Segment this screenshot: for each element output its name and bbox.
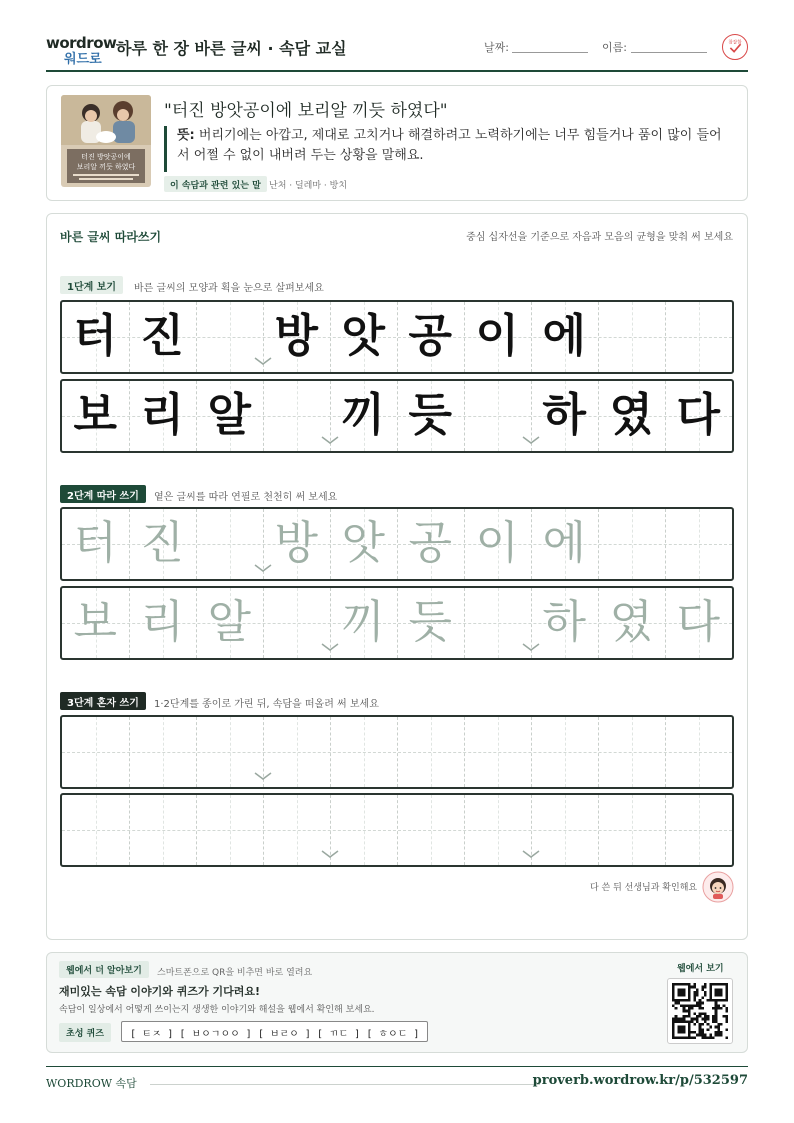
cell-divider	[665, 302, 666, 372]
guide-vertical-line	[632, 795, 633, 865]
page-footer	[46, 1066, 748, 1090]
step3-description: 1·2단계를 종이로 가린 뒤, 속담을 떠올려 써 보세요	[154, 699, 379, 710]
model-glyph: 진	[140, 309, 185, 362]
trace-glyph: 에	[542, 516, 587, 569]
guide-vertical-line	[699, 509, 700, 579]
model-glyph: 터	[73, 309, 118, 362]
cell-divider	[263, 381, 264, 451]
trace-glyph: 알	[207, 595, 252, 648]
cell-divider	[598, 795, 599, 865]
cell-divider	[196, 302, 197, 372]
cell-divider	[263, 588, 264, 658]
model-row-1	[60, 300, 734, 374]
guide-vertical-line	[230, 795, 231, 865]
date-label: 날짜:	[484, 41, 509, 54]
footer-url-link[interactable]: proverb.wordrow.kr/p/532597	[532, 1073, 748, 1088]
guide-vertical-line	[632, 302, 633, 372]
guide-vertical-line	[565, 717, 566, 787]
guide-vertical-line	[431, 795, 432, 865]
step3-badge: 3단계 혼자 쓰기	[60, 692, 146, 710]
free-write-row-2[interactable]	[60, 793, 734, 867]
cell-divider	[464, 717, 465, 787]
logo-wordmark: wordrow	[46, 34, 117, 52]
svg-text:터진 방앗공이에: 터진 방앗공이에	[81, 153, 131, 161]
guide-vertical-line	[297, 588, 298, 658]
cell-divider	[464, 795, 465, 865]
cell-divider	[598, 717, 599, 787]
cell-divider	[330, 717, 331, 787]
practice-hint: 중심 십자선을 기준으로 자음과 모음의 균형을 맞춰 써 보세요	[466, 232, 733, 243]
model-glyph: 에	[542, 309, 587, 362]
guide-vertical-line	[699, 795, 700, 865]
footer-divider	[150, 1084, 540, 1085]
logo-korean: 워드로	[64, 52, 102, 67]
guide-vertical-line	[230, 302, 231, 372]
page-title: 하루 한 장 바른 글씨 · 속담 교실	[116, 39, 347, 58]
guide-vertical-line	[498, 588, 499, 658]
model-glyph: 앗	[341, 309, 386, 362]
space-marker-icon	[521, 435, 541, 445]
guide-vertical-line	[699, 302, 700, 372]
cell-divider	[129, 717, 130, 787]
trace-glyph: 공	[408, 516, 453, 569]
name-label: 이름:	[602, 41, 627, 54]
guide-vertical-line	[498, 381, 499, 451]
guide-vertical-line	[96, 717, 97, 787]
trace-glyph: 앗	[341, 516, 386, 569]
model-glyph: 리	[140, 388, 185, 441]
step1-description: 바른 글씨의 모양과 획을 눈으로 살펴보세요	[134, 283, 324, 294]
name-field[interactable]	[631, 52, 707, 53]
trace-glyph: 끼	[341, 595, 386, 648]
cell-divider	[464, 381, 465, 451]
trace-glyph: 보	[73, 595, 118, 648]
trace-glyph: 였	[609, 595, 654, 648]
space-marker-icon	[521, 849, 541, 859]
practice-title: 바른 글씨 따라쓰기	[60, 230, 162, 244]
space-marker-icon	[521, 642, 541, 652]
space-marker-icon	[253, 771, 273, 781]
guide-vertical-line	[632, 717, 633, 787]
meaning-block	[164, 126, 729, 172]
web-badge: 웹에서 더 알아보기	[59, 961, 149, 978]
step1-badge: 1단계 보기	[60, 276, 123, 294]
stamp-text: 참잘함	[728, 40, 742, 46]
model-glyph: 듯	[408, 388, 453, 441]
guide-vertical-line	[230, 509, 231, 579]
guide-vertical-line	[163, 795, 164, 865]
guide-vertical-line	[364, 795, 365, 865]
space-marker-icon	[320, 642, 340, 652]
model-glyph: 이	[475, 309, 520, 362]
model-glyph: 공	[408, 309, 453, 362]
trace-glyph: 진	[140, 516, 185, 569]
web-badge-description: 스마트폰으로 QR을 비추면 바로 열려요	[157, 968, 313, 978]
cell-divider	[196, 717, 197, 787]
date-field[interactable]	[512, 52, 588, 53]
guide-vertical-line	[96, 795, 97, 865]
model-glyph: 방	[274, 309, 319, 362]
guide-vertical-line	[230, 717, 231, 787]
qr-label: 웹에서 보기	[677, 964, 724, 974]
web-promo-box	[46, 952, 748, 1053]
guide-vertical-line	[297, 381, 298, 451]
proverb-card	[46, 85, 748, 201]
trace-glyph: 방	[274, 516, 319, 569]
space-marker-icon	[253, 356, 273, 366]
step2-badge: 2단계 따라 쓰기	[60, 485, 146, 503]
model-glyph: 하	[542, 388, 587, 441]
cell-divider	[196, 795, 197, 865]
trace-glyph: 다	[676, 595, 721, 648]
guide-vertical-line	[632, 509, 633, 579]
model-glyph: 끼	[341, 388, 386, 441]
cell-divider	[129, 795, 130, 865]
praise-stamp-icon	[722, 34, 748, 60]
space-marker-icon	[253, 563, 273, 573]
meaning-label: 뜻:	[177, 128, 195, 143]
qr-code-icon[interactable]	[667, 978, 733, 1044]
quiz-label: 초성 퀴즈	[59, 1023, 111, 1042]
guide-vertical-line	[431, 717, 432, 787]
cell-divider	[196, 509, 197, 579]
book-cover-illustration	[61, 95, 151, 187]
trace-glyph: 터	[73, 516, 118, 569]
guide-vertical-line	[163, 717, 164, 787]
guide-vertical-line	[297, 717, 298, 787]
model-glyph: 였	[609, 388, 654, 441]
cell-divider	[397, 717, 398, 787]
space-marker-icon	[320, 849, 340, 859]
wordrow-logo[interactable]	[46, 34, 117, 67]
guide-vertical-line	[498, 795, 499, 865]
cell-divider	[397, 795, 398, 865]
model-glyph: 다	[676, 388, 721, 441]
space-marker-icon	[320, 435, 340, 445]
proverb-text: "터진 방앗공이에 보리알 끼듯 하였다"	[164, 101, 448, 121]
web-headline: 재미있는 속담 이야기와 퀴즈가 기다려요!	[59, 985, 260, 998]
guide-vertical-line	[498, 717, 499, 787]
cell-divider	[665, 717, 666, 787]
cell-divider	[464, 588, 465, 658]
trace-glyph: 하	[542, 595, 587, 648]
initial-consonant-quiz: [ ㅌㅈ ] [ ㅂㅇㄱㅇㅇ ] [ ㅂㄹㅇ ] [ ㄲㄷ ] [ ㅎㅇㄷ ]	[121, 1021, 428, 1042]
guide-vertical-line	[565, 795, 566, 865]
free-write-row-1[interactable]	[60, 715, 734, 789]
cell-divider	[665, 795, 666, 865]
guide-vertical-line	[364, 717, 365, 787]
guide-vertical-line	[699, 717, 700, 787]
svg-text:보리알 끼듯 하였다: 보리알 끼듯 하였다	[76, 163, 136, 171]
student-character-icon	[702, 871, 734, 903]
cell-divider	[263, 795, 264, 865]
related-words-badge: 이 속담과 관련 있는 말	[164, 176, 267, 192]
web-description: 속담이 일상에서 어떻게 쓰이는지 생생한 이야기와 해설을 웹에서 확인해 보세요.	[59, 1005, 375, 1015]
model-glyph: 보	[73, 388, 118, 441]
teacher-check-text: 다 쓴 뒤 선생님과 확인해요	[590, 883, 698, 893]
guide-vertical-line	[297, 795, 298, 865]
meaning-text: 버리기에는 아깝고, 제대로 고치거나 해결하려고 노력하기에는 너무 힘들거나 품이 많이 들어서 어쩔 수 없이 내버려 두는 상황을 말해요.	[177, 128, 722, 163]
step2-description: 옅은 글씨를 따라 연필로 천천히 써 보세요	[154, 492, 338, 503]
cell-divider	[598, 302, 599, 372]
cell-divider	[598, 509, 599, 579]
model-glyph: 알	[207, 388, 252, 441]
trace-row-1[interactable]	[60, 507, 734, 581]
trace-glyph: 이	[475, 516, 520, 569]
footer-brand: WORDROW 속담	[46, 1077, 137, 1090]
trace-glyph: 리	[140, 595, 185, 648]
cell-divider	[531, 717, 532, 787]
trace-row-2[interactable]	[60, 586, 734, 660]
trace-glyph: 듯	[408, 595, 453, 648]
model-row-2	[60, 379, 734, 453]
page-header	[46, 30, 748, 72]
related-words: 난처 · 딜레마 · 방치	[269, 181, 348, 191]
cell-divider	[665, 509, 666, 579]
